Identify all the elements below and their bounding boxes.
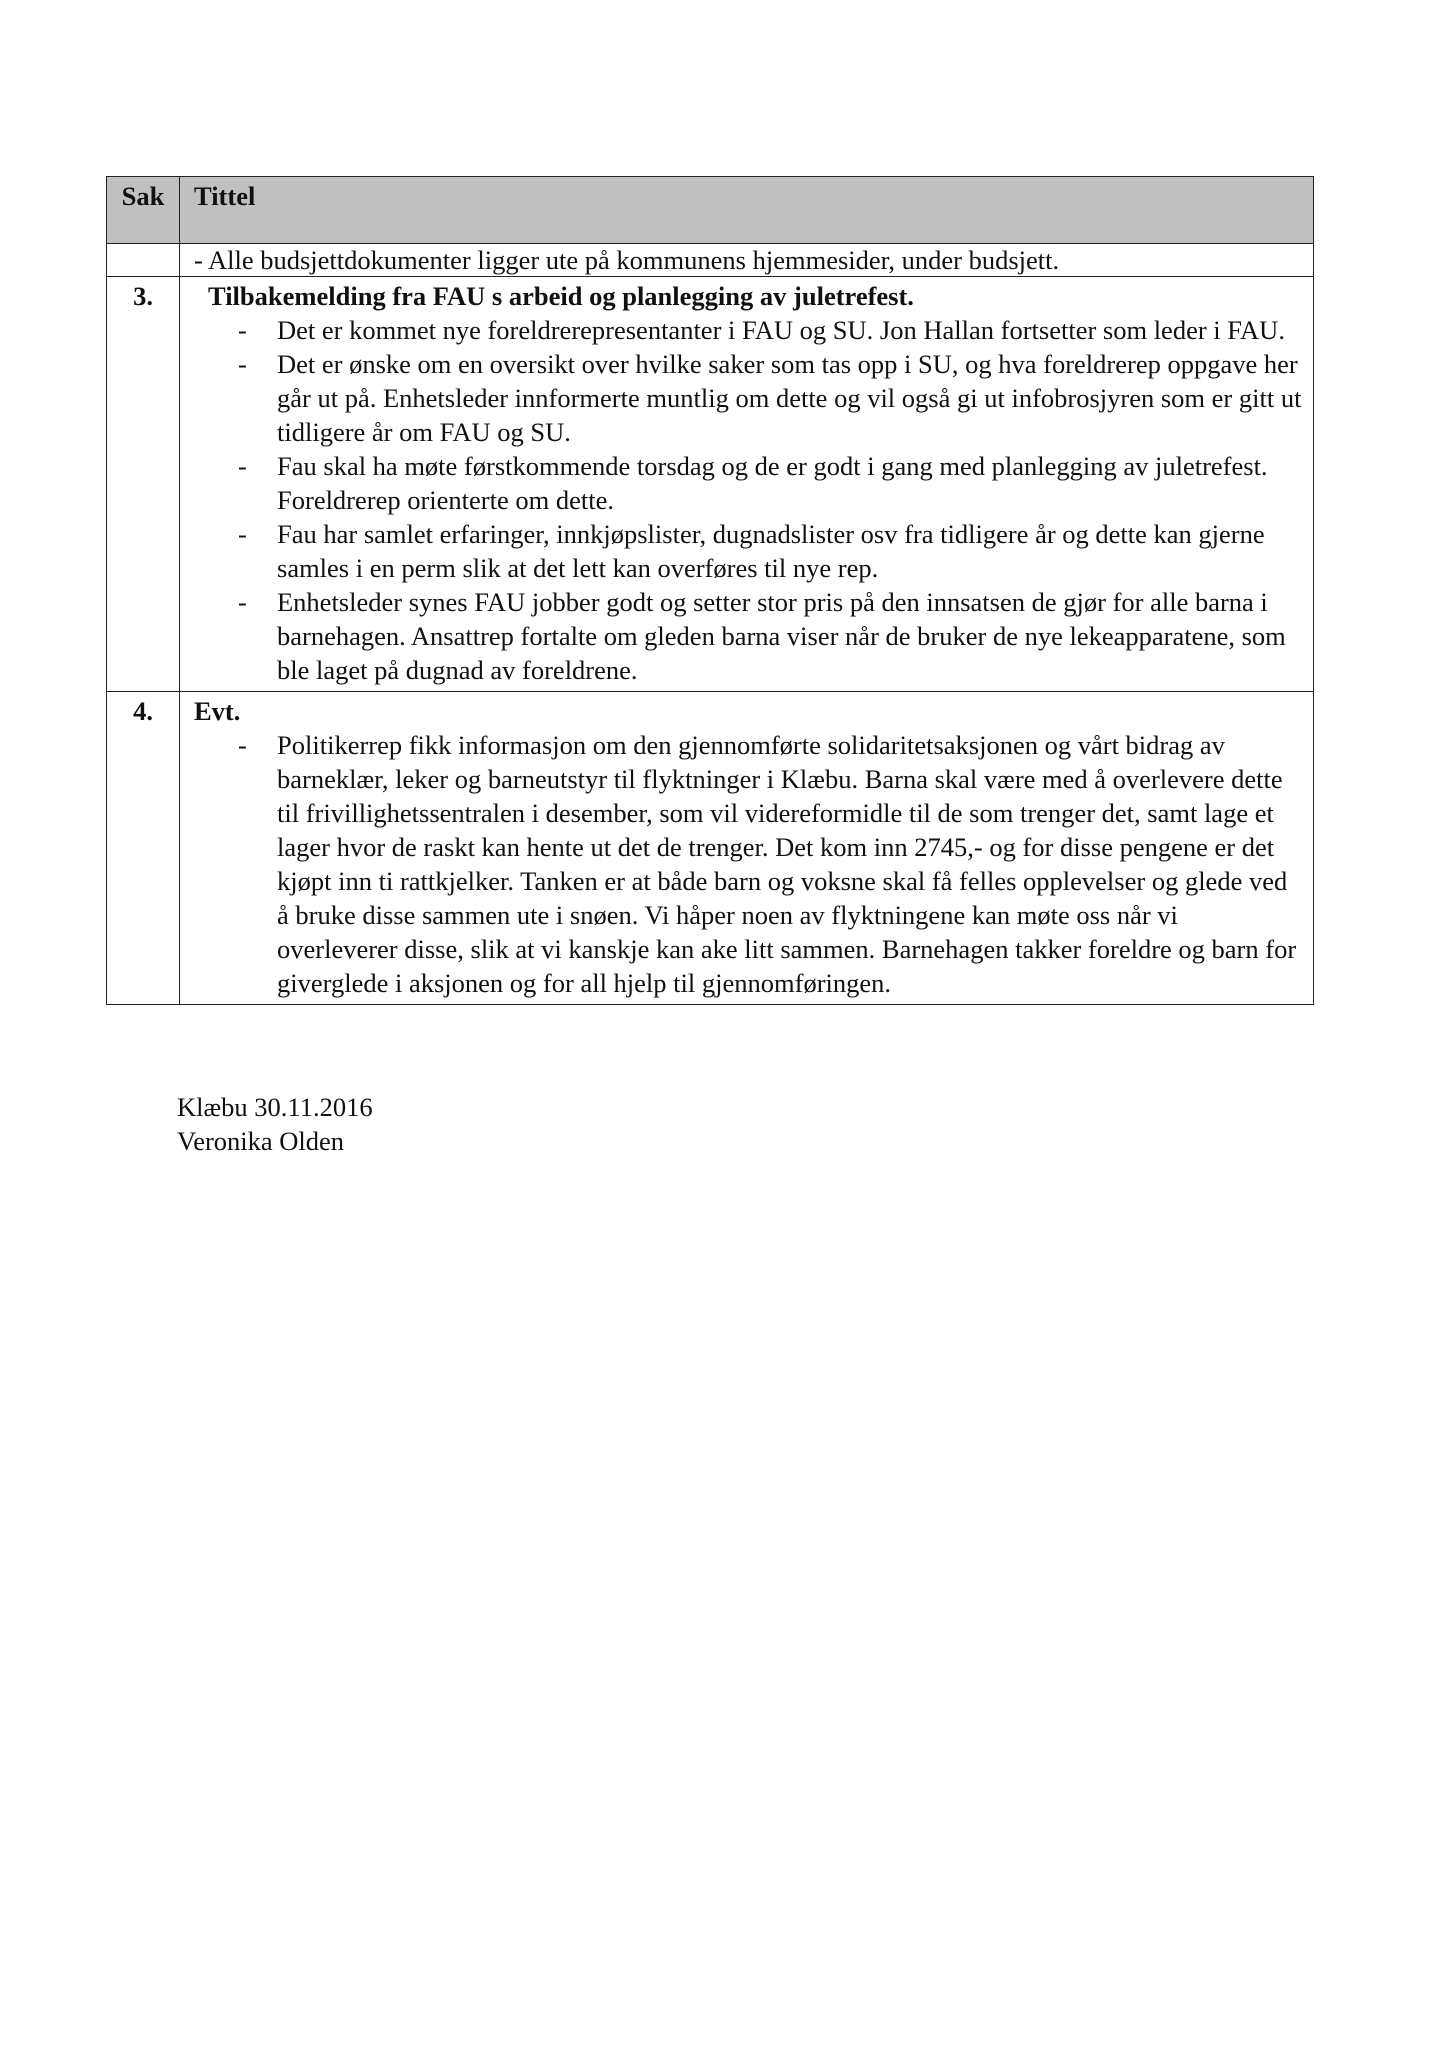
- signature-block: [177, 1090, 373, 1158]
- item-number: 4.: [107, 692, 180, 1005]
- list-item: [194, 313, 1305, 347]
- bullet-text: Det er ønske om en oversikt over hvilke saker som tas opp i SU, og hva foreldrerep oppgave her går ut på. Enhetsleder innformerte muntlig om dette og vil også gi ut infobrosjyren som er gitt ut tidligere år om FAU og SU.: [277, 349, 1302, 447]
- continuation-text: - Alle budsjettdokumenter ligger ute på kommunens hjemmesider, under budsjett.: [194, 245, 1060, 275]
- continuation-number-cell: [107, 244, 180, 277]
- item-title: Tilbakemelding fra FAU s arbeid og planlegging av juletrefest.: [208, 281, 914, 311]
- dash-bullet-icon: -: [238, 587, 247, 617]
- bullet-list: [194, 313, 1305, 687]
- dash-bullet-icon: -: [238, 730, 247, 760]
- bullet-text: Fau skal ha møte førstkommende torsdag og de er godt i gang med planlegging av juletrefest. Foreldrerep orienterte om dette.: [277, 451, 1268, 515]
- place-date: Klæbu 30.11.2016: [177, 1092, 373, 1122]
- bullet-text: Fau har samlet erfaringer, innkjøpslister, dugnadslister osv fra tidligere år og dette kan gjerne samles i en perm slik at det lett kan overføres til nye rep.: [277, 519, 1265, 583]
- dash-bullet-icon: -: [238, 451, 247, 481]
- list-item: [194, 449, 1305, 517]
- minutes-table: [106, 176, 1314, 1005]
- bullet-text: Det er kommet nye foreldrerepresentanter i FAU og SU. Jon Hallan fortsetter som leder i FAU.: [277, 315, 1285, 345]
- item-title: Evt.: [194, 696, 241, 726]
- table-row-item-3: [107, 277, 1314, 692]
- header-tittel: Tittel: [180, 177, 1314, 244]
- bullet-list: [194, 728, 1305, 1000]
- list-item: [194, 728, 1305, 1000]
- table-row-item-4: [107, 692, 1314, 1005]
- continuation-text-cell: [180, 244, 1314, 277]
- item-content: [180, 277, 1314, 692]
- item-number: 3.: [107, 277, 180, 692]
- header-sak: Sak: [107, 177, 180, 244]
- item-content: [180, 692, 1314, 1005]
- dash-bullet-icon: -: [238, 349, 247, 379]
- dash-bullet-icon: -: [238, 519, 247, 549]
- bullet-text: Enhetsleder synes FAU jobber godt og setter stor pris på den innsatsen de gjør for alle barna i barnehagen. Ansattrep fortalte om gleden barna viser når de bruker de nye lekeapparatene, som ble laget på dugnad av foreldrene.: [277, 587, 1286, 685]
- list-item: [194, 347, 1305, 449]
- bullet-text: Politikerrep fikk informasjon om den gjennomførte solidaritetsaksjonen og vårt bidrag av barneklær, leker og barneutstyr til flyktninger i Klæbu. Barna skal være med å overlevere dette til frivillighetssentralen i desember, som vil videreformidle til de som trenger det, samt lage et lager hvor de raskt kan hente ut det de trenger. Det kom inn 2745,- og for disse pengene er det kjøpt inn ti rattkjelker. Tanken er at både barn og voksne skal få felles opplevelser og glede ved å bruke disse sammen ute i snøen. Vi håper noen av flyktningene kan møte oss når vi overleverer disse, slik at vi kanskje kan ake litt sammen. Barnehagen takker foreldre og barn for giverglede i aksjonen og for all hjelp til gjennomføringen.: [277, 730, 1297, 998]
- list-item: [194, 517, 1305, 585]
- table-header-row: [107, 177, 1314, 244]
- list-item: [194, 585, 1305, 687]
- signer-name: Veronika Olden: [177, 1126, 345, 1156]
- table-row-continuation: [107, 244, 1314, 277]
- dash-bullet-icon: -: [238, 315, 247, 345]
